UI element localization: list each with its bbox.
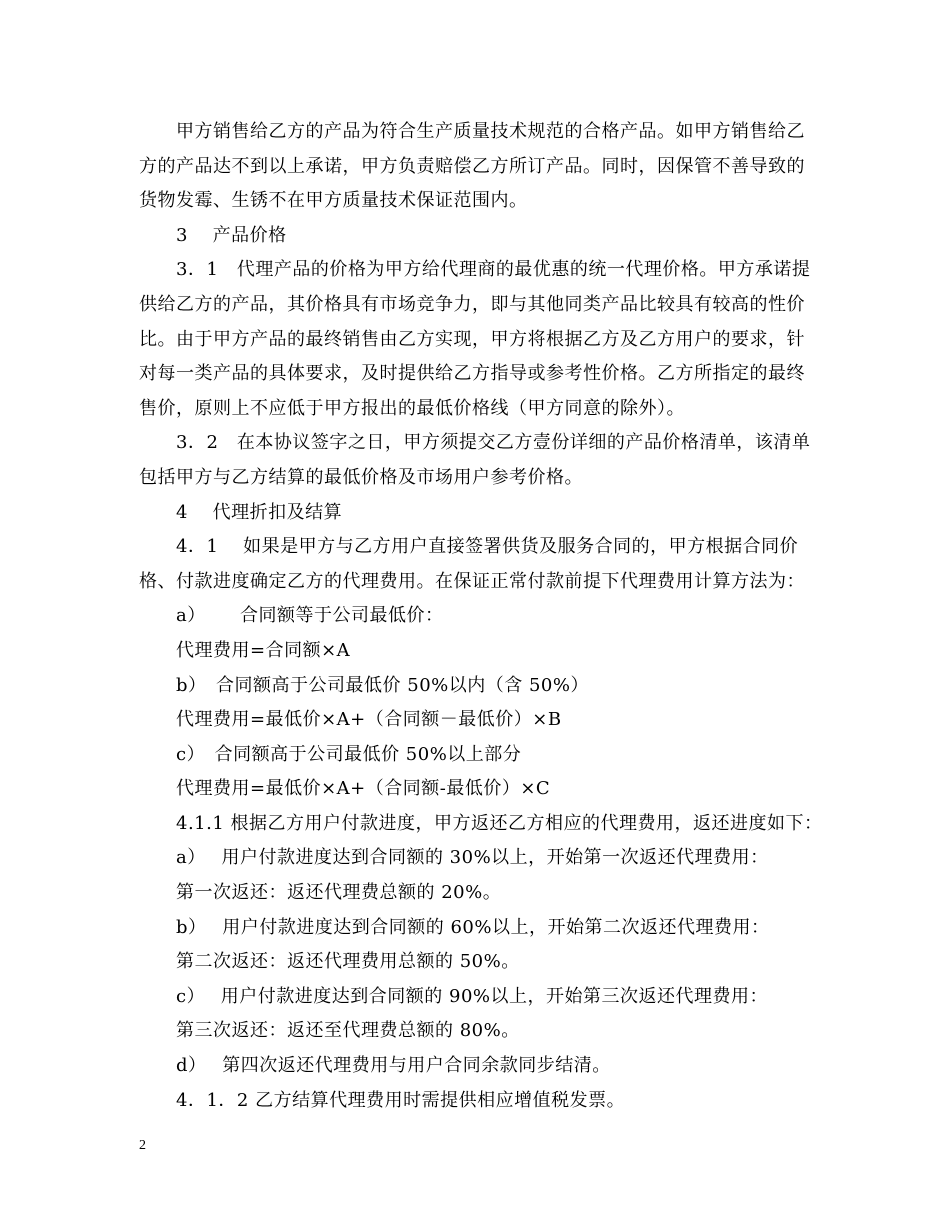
text-line: 包括甲方与乙方结算的最低价格及市场用户参考价格。	[139, 466, 583, 488]
text-line: 4．1 如果是甲方与乙方用户直接签署供货及服务合同的，甲方根据合同价	[176, 536, 799, 558]
page-number: 2	[139, 1138, 146, 1153]
text-line: a） 合同额等于公司最低价：	[176, 605, 444, 627]
body-text	[139, 115, 823, 1118]
text-line: 甲方销售给乙方的产品为符合生产质量技术规范的合格产品。如甲方销售给乙	[176, 121, 805, 142]
text-line: 货物发霉、生锈不在甲方质量技术保证范围内。	[139, 190, 528, 212]
text-line: 第一次返还：返还代理费总额的 20%。	[176, 882, 502, 904]
text-line: 3．1 代理产品的价格为甲方给代理商的最优惠的统一代理价格。甲方承诺提	[176, 259, 811, 281]
text-line: b） 用户付款进度达到合同额的 60%以上，开始第二次返还代理费用：	[176, 916, 770, 938]
text-line: 3 产品价格	[176, 224, 287, 246]
text-line: c） 用户付款进度达到合同额的 90%以上，开始第三次返还代理费用：	[176, 985, 769, 1007]
text-line: 3．2 在本协议签字之日，甲方须提交乙方壹份详细的产品价格清单，该清单	[176, 432, 811, 454]
text-line: 第三次返还：返还至代理费总额的 80%。	[176, 1020, 520, 1042]
text-line: 4 代理折扣及结算	[176, 501, 343, 523]
text-line: 比。由于甲方产品的最终销售由乙方实现，甲方将根据乙方及乙方用户的要求，针	[139, 328, 805, 350]
text-line: a） 用户付款进度达到合同额的 30%以上，开始第一次返还代理费用：	[176, 847, 769, 869]
text-line: 代理费用=最低价×A+（合同额-最低价）×C	[176, 778, 551, 800]
text-line: 售价，原则上不应低于甲方报出的最低价格线（甲方同意的除外）。	[139, 397, 685, 419]
text-line: 方的产品达不到以上承诺，甲方负责赔偿乙方所订产品。同时，因保管不善导致的	[139, 155, 805, 177]
text-line: 4．1．2 乙方结算代理费用时需提供相应增值税发票。	[176, 1089, 626, 1111]
text-line: b） 合同额高于公司最低价 50%以内（含 50%）	[176, 674, 589, 696]
text-line: c） 合同额高于公司最低价 50%以上部分	[176, 743, 522, 765]
text-line: 第二次返还：返还代理费用总额的 50%。	[176, 951, 520, 973]
text-line: 代理费用=合同额×A	[176, 639, 351, 661]
text-line: 格、付款进度确定乙方的代理费用。在保证正常付款前提下代理费用计算方法为：	[139, 570, 805, 592]
text-line: d） 第四次返还代理费用与用户合同余款同步结清。	[176, 1055, 611, 1077]
text-line: 代理费用=最低价×A+（合同额－最低价）×B	[176, 709, 562, 731]
text-line: 供给乙方的产品，其价格具有市场竞争力，即与其他同类产品比较具有较高的性价	[139, 293, 805, 315]
text-line: 对每一类产品的具体要求，及时提供给乙方指导或参考性价格。乙方所指定的最终	[139, 363, 805, 385]
text-line: 4.1.1 根据乙方用户付款进度，甲方返还乙方相应的代理费用，返还进度如下：	[176, 812, 823, 834]
